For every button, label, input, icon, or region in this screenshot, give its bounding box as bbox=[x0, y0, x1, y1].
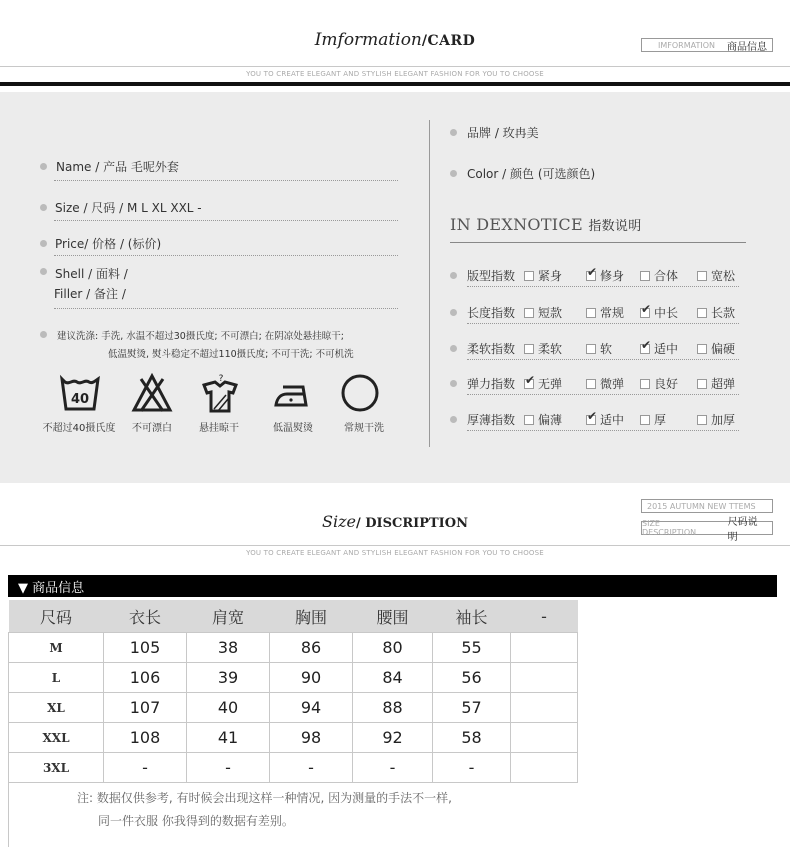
bullet-dot bbox=[40, 163, 47, 170]
index-option bbox=[640, 375, 678, 392]
index-notice-title bbox=[450, 215, 642, 234]
divider bbox=[467, 430, 739, 431]
table-row bbox=[9, 633, 578, 663]
divider bbox=[467, 286, 739, 287]
measurement-cell: 98 bbox=[270, 723, 353, 753]
index-option bbox=[697, 267, 735, 284]
checkbox-icon bbox=[697, 344, 707, 354]
wash-40-icon bbox=[59, 373, 101, 419]
size-label-cell: L bbox=[9, 663, 104, 693]
note-line2: 同一件衣服 你我得到的数据有差别。 bbox=[98, 814, 294, 828]
index-option-label: 长款 bbox=[711, 306, 736, 320]
divider bbox=[54, 180, 398, 181]
size-section-title bbox=[0, 512, 790, 531]
divider bbox=[467, 323, 739, 324]
divider bbox=[54, 255, 398, 256]
index-row-label: 弹力指数 bbox=[467, 377, 516, 391]
index-option-label: 常规 bbox=[600, 306, 625, 320]
measurement-cell: 88 bbox=[353, 693, 433, 723]
index-option bbox=[524, 267, 562, 284]
index-option-label: 良好 bbox=[654, 377, 679, 391]
index-option-label: 合体 bbox=[654, 269, 679, 283]
checkbox-icon bbox=[586, 379, 596, 389]
bullet-dot bbox=[450, 416, 457, 423]
measurement-cell: 107 bbox=[104, 693, 187, 723]
measurement-cell bbox=[511, 663, 578, 693]
low-iron-icon bbox=[270, 373, 312, 419]
index-option-label: 宽松 bbox=[711, 269, 736, 283]
no-bleach-icon bbox=[131, 373, 173, 419]
info-tagline: YOU TO CREATE ELEGANT AND STYLISH ELEGANT FASHION FOR YOU TO CHOOSE bbox=[240, 70, 550, 78]
checkbox-icon bbox=[697, 271, 707, 281]
index-row-label: 长度指数 bbox=[467, 306, 516, 320]
info-tagline-wrap bbox=[0, 61, 790, 80]
measurement-cell: 80 bbox=[353, 633, 433, 663]
column-divider bbox=[429, 120, 430, 447]
measurement-cell bbox=[511, 633, 578, 663]
index-option bbox=[697, 340, 735, 357]
bullet-dot bbox=[40, 268, 47, 275]
size-title-italic: Size bbox=[322, 512, 356, 531]
index-row-label: 柔软指数 bbox=[467, 342, 516, 356]
header-divider bbox=[0, 82, 790, 86]
table-row bbox=[9, 693, 578, 723]
checked-box-icon bbox=[524, 379, 534, 389]
checkbox-icon bbox=[524, 271, 534, 281]
checked-box-icon bbox=[586, 415, 596, 425]
index-option-label: 适中 bbox=[654, 342, 679, 356]
measurement-cell: 56 bbox=[433, 663, 511, 693]
season-badge-text: 2015 AUTUMN NEW TTEMS bbox=[647, 501, 756, 511]
size-table-header-cell: - bbox=[511, 600, 578, 633]
size-title-strong: / DISCRIPTION bbox=[355, 516, 468, 531]
measurement-cell bbox=[511, 723, 578, 753]
measurement-cell: 55 bbox=[433, 633, 511, 663]
index-row-label: 版型指数 bbox=[467, 269, 516, 283]
measurement-cell: 108 bbox=[104, 723, 187, 753]
checkbox-icon bbox=[697, 415, 707, 425]
size-label-cell: M bbox=[9, 633, 104, 663]
checkbox-icon bbox=[586, 344, 596, 354]
index-option bbox=[586, 375, 624, 392]
index-option bbox=[524, 411, 562, 428]
index-option-label: 偏硬 bbox=[711, 342, 736, 356]
index-option bbox=[586, 267, 624, 284]
product-shell: Shell / 面料 / bbox=[55, 267, 128, 281]
size-table-header bbox=[9, 600, 578, 633]
checkbox-icon bbox=[640, 271, 650, 281]
measurement-cell: 57 bbox=[433, 693, 511, 723]
note-box bbox=[8, 772, 578, 847]
bullet-dot bbox=[40, 331, 47, 338]
product-color: Color / 颜色 (可选颜色) bbox=[467, 167, 596, 181]
index-option bbox=[640, 340, 678, 357]
care-label: 低温熨烫 bbox=[273, 423, 313, 434]
measurement-cell: 39 bbox=[187, 663, 270, 693]
checkbox-icon bbox=[524, 308, 534, 318]
measurement-cell: - bbox=[433, 753, 511, 783]
measurement-cell: 94 bbox=[270, 693, 353, 723]
bullet-dot bbox=[450, 170, 457, 177]
brand: 品牌 / 玫冉美 bbox=[467, 126, 539, 140]
index-notice-title-cn: 指数说明 bbox=[588, 219, 642, 234]
wash-temp: 40 bbox=[70, 392, 90, 407]
divider bbox=[467, 394, 739, 395]
measurement-cell: 106 bbox=[104, 663, 187, 693]
table-row bbox=[9, 663, 578, 693]
index-option bbox=[697, 304, 735, 321]
size-table-header-cell: 腰围 bbox=[353, 600, 433, 633]
info-title-italic: Imformation bbox=[314, 30, 422, 50]
checkbox-icon bbox=[524, 415, 534, 425]
size-label-cell: XXL bbox=[9, 723, 104, 753]
index-option-label: 无弹 bbox=[538, 377, 563, 391]
index-option bbox=[524, 304, 562, 321]
measurement-cell bbox=[511, 693, 578, 723]
size-badge-en: SIZE DESCRIPTION bbox=[642, 519, 697, 537]
measurement-cell: - bbox=[353, 753, 433, 783]
divider bbox=[467, 359, 739, 360]
index-option bbox=[640, 304, 678, 321]
size-table-header-cell: 胸围 bbox=[270, 600, 353, 633]
measurement-cell: 41 bbox=[187, 723, 270, 753]
bullet-dot bbox=[450, 272, 457, 279]
hang-dry-icon bbox=[199, 373, 241, 419]
bullet-dot bbox=[450, 345, 457, 352]
measurement-cell: 84 bbox=[353, 663, 433, 693]
index-option-label: 偏薄 bbox=[538, 413, 563, 427]
care-label: 常规干洗 bbox=[344, 423, 384, 434]
wash-instructions-line1: 建议洗涤: 手洗, 水温不超过30摄氏度; 不可漂白; 在阴凉处悬挂晾干; bbox=[57, 331, 344, 342]
size-tagline: YOU TO CREATE ELEGANT AND STYLISH ELEGANT FASHION FOR YOU TO CHOOSE bbox=[240, 549, 550, 557]
checked-box-icon bbox=[640, 344, 650, 354]
checkbox-icon bbox=[697, 379, 707, 389]
note-line1: 注: 数据仅供参考, 有时候会出现这样一种情况, 因为测量的手法不一样, bbox=[77, 791, 452, 805]
index-option-label: 短款 bbox=[538, 306, 563, 320]
info-badge-en: IMFORMATION bbox=[658, 40, 715, 50]
measurement-cell: - bbox=[270, 753, 353, 783]
index-option-label: 软 bbox=[600, 342, 613, 356]
checked-box-icon bbox=[586, 271, 596, 281]
size-table bbox=[8, 600, 578, 783]
bullet-dot bbox=[450, 129, 457, 136]
measurement-cell: 105 bbox=[104, 633, 187, 663]
size-badge-cn: 尺码说明 bbox=[727, 517, 758, 543]
checked-box-icon bbox=[640, 308, 650, 318]
measurement-cell: 58 bbox=[433, 723, 511, 753]
index-option bbox=[524, 340, 562, 357]
index-option-label: 超弹 bbox=[711, 377, 736, 391]
index-option-label: 加厚 bbox=[711, 413, 736, 427]
index-option bbox=[586, 304, 624, 321]
size-table-header-cell: 肩宽 bbox=[187, 600, 270, 633]
product-filler: Filler / 备注 / bbox=[54, 287, 126, 301]
measurement-cell: 92 bbox=[353, 723, 433, 753]
bullet-dot bbox=[450, 309, 457, 316]
index-option-label: 柔软 bbox=[538, 342, 563, 356]
info-title-card: /CARD bbox=[421, 33, 476, 49]
table-row bbox=[9, 723, 578, 753]
size-table-header-cell: 衣长 bbox=[104, 600, 187, 633]
bullet-dot bbox=[40, 240, 47, 247]
index-option bbox=[697, 375, 735, 392]
index-option bbox=[524, 375, 562, 392]
size-tagline-wrap bbox=[0, 540, 790, 559]
care-label: 悬挂晾干 bbox=[199, 423, 239, 434]
index-option-label: 紧身 bbox=[538, 269, 563, 283]
product-price: Price/ 价格 / (标价) bbox=[55, 237, 162, 251]
size-table-header-cell: 尺码 bbox=[9, 600, 104, 633]
index-option-label: 适中 bbox=[600, 413, 625, 427]
size-label-cell: XL bbox=[9, 693, 104, 723]
product-info-bar: ▼ 商品信息 bbox=[8, 575, 777, 597]
index-row-label: 厚薄指数 bbox=[467, 413, 516, 427]
bullet-dot bbox=[450, 380, 457, 387]
measurement-cell: 38 bbox=[187, 633, 270, 663]
size-label-cell: 3XL bbox=[9, 753, 104, 783]
index-option bbox=[640, 267, 678, 284]
checkbox-icon bbox=[640, 379, 650, 389]
care-label: 不可漂白 bbox=[132, 423, 172, 434]
index-option-label: 厚 bbox=[654, 413, 667, 427]
measurement-cell: 90 bbox=[270, 663, 353, 693]
measurement-cell: 86 bbox=[270, 633, 353, 663]
index-notice-title-en: IN DEXNOTICE bbox=[450, 215, 583, 234]
measurement-cell: - bbox=[104, 753, 187, 783]
divider bbox=[54, 308, 398, 309]
product-name: Name / 产品 毛呢外套 bbox=[56, 160, 179, 174]
svg-text:?: ? bbox=[218, 374, 224, 384]
season-badge bbox=[641, 499, 773, 513]
bullet-dot bbox=[40, 204, 47, 211]
size-table-header-cell: 袖长 bbox=[433, 600, 511, 633]
info-badge bbox=[641, 38, 773, 52]
divider bbox=[54, 220, 398, 221]
checkbox-icon bbox=[524, 344, 534, 354]
care-label: 不超过40摄氏度 bbox=[42, 423, 116, 434]
index-option-label: 修身 bbox=[600, 269, 625, 283]
wash-instructions-line2: 低温熨烫, 熨斗稳定不超过110摄氏度; 不可干洗; 不可机洗 bbox=[108, 349, 354, 360]
checkbox-icon bbox=[640, 415, 650, 425]
index-option-label: 中长 bbox=[654, 306, 679, 320]
index-option bbox=[697, 411, 735, 428]
index-option bbox=[586, 411, 624, 428]
info-badge-cn: 商品信息 bbox=[727, 41, 767, 53]
product-size: Size / 尺码 / M L XL XXL - bbox=[55, 201, 202, 215]
index-option bbox=[586, 340, 612, 357]
dry-clean-icon bbox=[339, 372, 381, 418]
measurement-cell: 40 bbox=[187, 693, 270, 723]
index-title-rule bbox=[450, 242, 746, 243]
checkbox-icon bbox=[697, 308, 707, 318]
measurement-cell: - bbox=[187, 753, 270, 783]
size-table-body bbox=[9, 633, 578, 783]
index-option-label: 微弹 bbox=[600, 377, 625, 391]
checkbox-icon bbox=[586, 308, 596, 318]
index-option bbox=[640, 411, 666, 428]
